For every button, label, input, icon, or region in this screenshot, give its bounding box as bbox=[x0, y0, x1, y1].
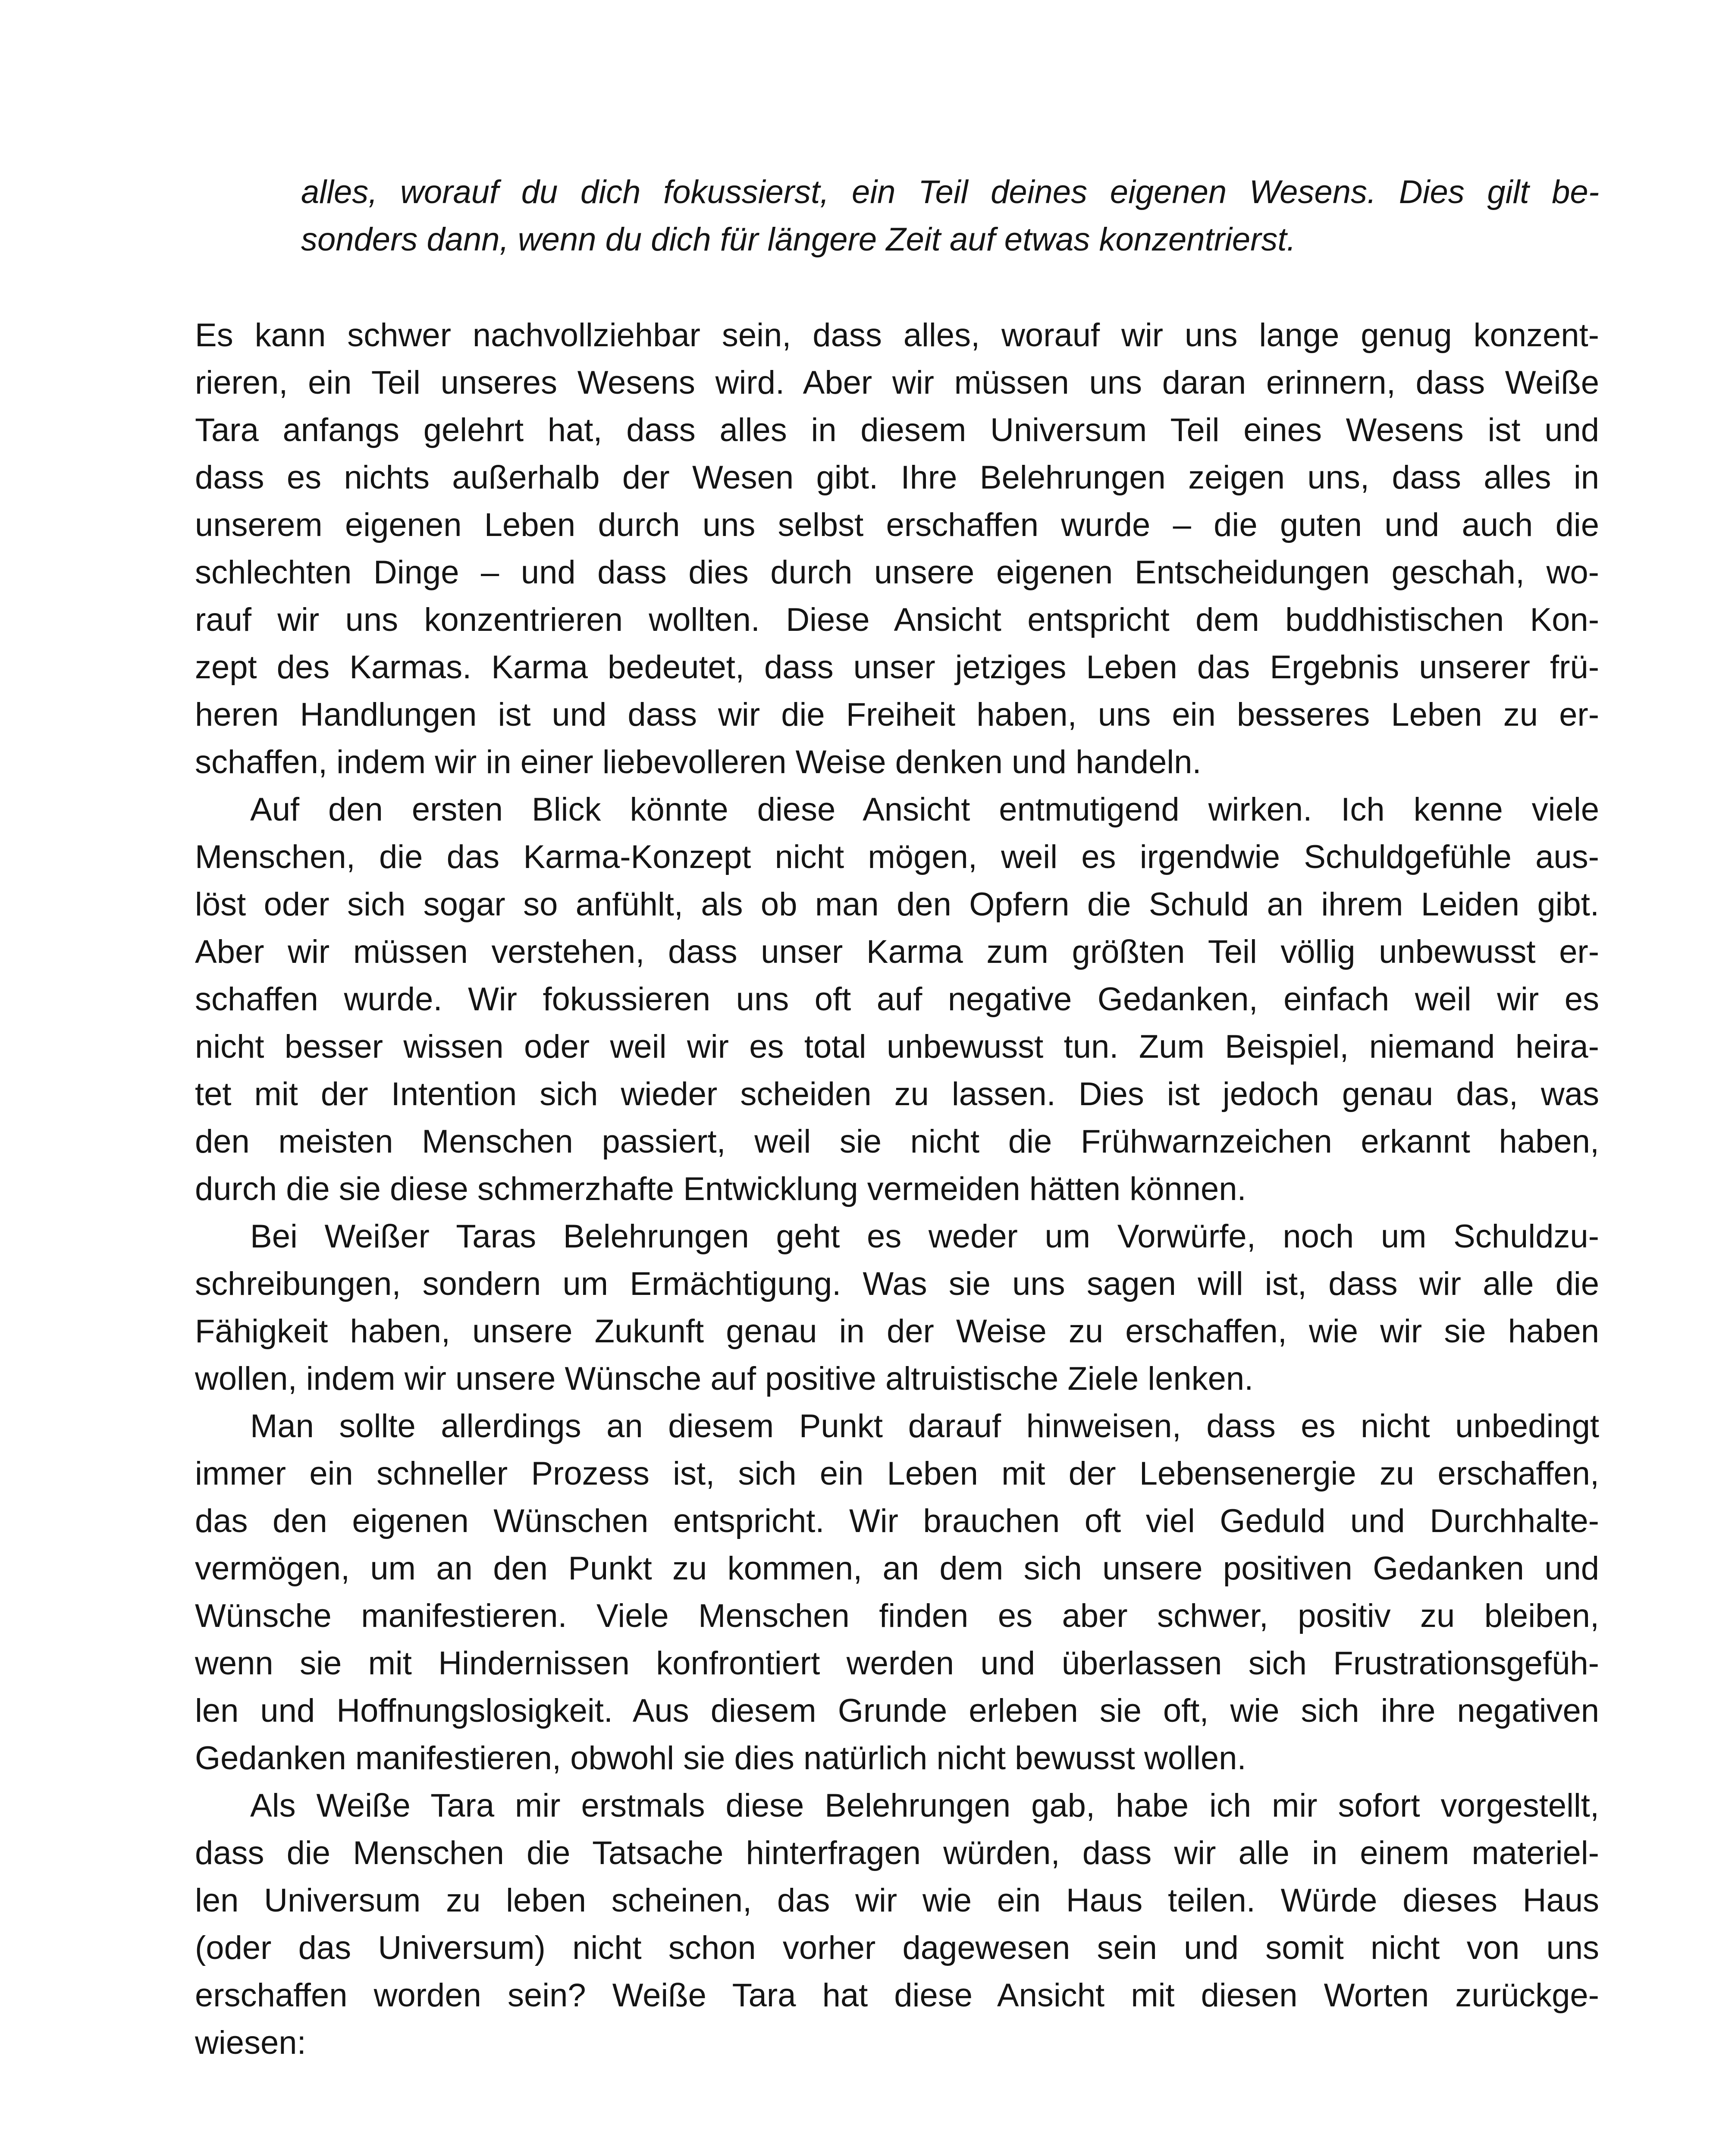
body-line: len Universum zu leben scheinen, das wir wie ein Haus teilen. Würde dieses Haus bbox=[195, 1882, 1599, 1919]
body-line: rauf wir uns konzentrieren wollten. Diese Ansicht entspricht dem buddhistischen Kon- bbox=[195, 602, 1599, 638]
body-line: tet mit der Intention sich wieder scheiden zu lassen. Dies ist jedoch genau das, was bbox=[195, 1076, 1599, 1112]
quote-line bbox=[301, 2153, 1599, 2156]
body-line: wollen, indem wir unsere Wünsche auf positive altruistische Ziele lenken. bbox=[195, 1360, 1254, 1397]
body-line: zept des Karmas. Karma bedeutet, dass unser jetziges Leben das Ergebnis unserer frü- bbox=[195, 649, 1599, 686]
body-line: dass es nichts außerhalb der Wesen gibt. Ihre Belehrungen zeigen uns, dass alles in bbox=[195, 459, 1599, 496]
body-line: schreibungen, sondern um Ermächtigung. Was sie uns sagen will ist, dass wir alle die bbox=[195, 1266, 1599, 1302]
body-line: erschaffen worden sein? Weiße Tara hat diese Ansicht mit diesen Worten zurückge- bbox=[195, 1977, 1599, 2014]
body-line: Bei Weißer Taras Belehrungen geht es weder um Vorwürfe, noch um Schuldzu- bbox=[250, 1218, 1599, 1255]
body-line: wiesen: bbox=[195, 2024, 306, 2061]
body-line: Gedanken manifestieren, obwohl sie dies natürlich nicht bewusst wollen. bbox=[195, 1740, 1246, 1777]
body-line: Auf den ersten Blick könnte diese Ansicht entmutigend wirken. Ich kenne viele bbox=[250, 791, 1599, 828]
body-line: nicht besser wissen oder weil wir es total unbewusst tun. Zum Beispiel, niemand heira- bbox=[195, 1028, 1599, 1065]
body-line: len und Hoffnungslosigkeit. Aus diesem Grunde erleben sie oft, wie sich ihre negativen bbox=[195, 1692, 1599, 1729]
quote-line: alles, worauf du dich fokussierst, ein Teil deines eigenen Wesens. Dies gilt be- bbox=[301, 174, 1599, 210]
body-line: löst oder sich sogar so anfühlt, als ob man den Opfern die Schuld an ihrem Leiden gibt. bbox=[195, 886, 1599, 923]
body-line: (oder das Universum) nicht schon vorher dagewesen sein und somit nicht von uns bbox=[195, 1930, 1599, 1966]
body-line: Tara anfangs gelehrt hat, dass alles in diesem Universum Teil eines Wesens ist und bbox=[195, 412, 1599, 448]
body-line: wenn sie mit Hindernissen konfrontiert werden und überlassen sich Frustrationsgefüh- bbox=[195, 1645, 1599, 1682]
body-line: unserem eigenen Leben durch uns selbst erschaffen wurde – die guten und auch die bbox=[195, 507, 1599, 543]
body-line: Es kann schwer nachvollziehbar sein, dass alles, worauf wir uns lange genug konzent- bbox=[195, 317, 1599, 354]
body-line: Fähigkeit haben, unsere Zukunft genau in der Weise zu erschaffen, wie wir sie haben bbox=[195, 1313, 1599, 1350]
body-line: dass die Menschen die Tatsache hinterfragen würden, dass wir alle in einem materiel- bbox=[195, 1835, 1599, 1871]
body-line: heren Handlungen ist und dass wir die Freiheit haben, uns ein besseres Leben zu er- bbox=[195, 696, 1599, 733]
body-line: rieren, ein Teil unseres Wesens wird. Aber wir müssen uns daran erinnern, dass Weiße bbox=[195, 364, 1599, 401]
body-line: das den eigenen Wünschen entspricht. Wir brauchen oft viel Geduld und Durchhalte- bbox=[195, 1503, 1599, 1539]
body-line: vermögen, um an den Punkt zu kommen, an dem sich unsere positiven Gedanken und bbox=[195, 1550, 1599, 1587]
body-line: schlechten Dinge – und dass dies durch unsere eigenen Entscheidungen geschah, wo- bbox=[195, 554, 1599, 591]
body-line: den meisten Menschen passiert, weil sie nicht die Frühwarnzeichen erkannt haben, bbox=[195, 1123, 1599, 1160]
body-line: schaffen, indem wir in einer liebevolleren Weise denken und handeln. bbox=[195, 744, 1202, 780]
body-line: Als Weiße Tara mir erstmals diese Belehrungen gab, habe ich mir sofort vorgestellt, bbox=[250, 1787, 1599, 1824]
body-line: Wünsche manifestieren. Viele Menschen finden es aber schwer, positiv zu bleiben, bbox=[195, 1598, 1599, 1634]
body-line: immer ein schneller Prozess ist, sich ein Leben mit der Lebensenergie zu erschaffen, bbox=[195, 1455, 1599, 1492]
body-line: schaffen wurde. Wir fokussieren uns oft auf negative Gedanken, einfach weil wir es bbox=[195, 981, 1599, 1018]
quote-line: sonders dann, wenn du dich für längere Zeit auf etwas konzentrierst. bbox=[301, 221, 1296, 258]
body-line: Aber wir müssen verstehen, dass unser Karma zum größten Teil völlig unbewusst er- bbox=[195, 934, 1599, 970]
body-line: Man sollte allerdings an diesem Punkt darauf hinweisen, dass es nicht unbedingt bbox=[250, 1408, 1599, 1445]
body-line: Menschen, die das Karma-Konzept nicht mögen, weil es irgendwie Schuldgefühle aus- bbox=[195, 839, 1599, 875]
body-line: durch die sie diese schmerzhafte Entwicklung vermeiden hätten können. bbox=[195, 1171, 1246, 1207]
